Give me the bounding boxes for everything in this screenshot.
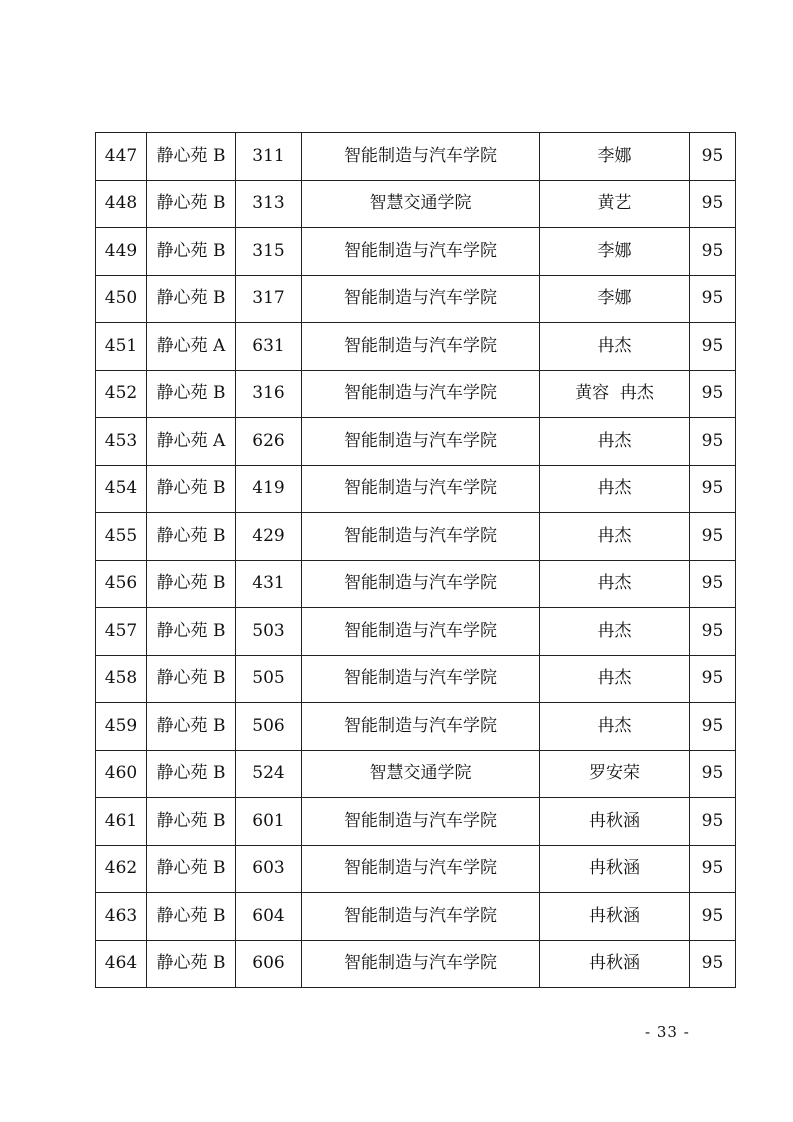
score-cell: 95 (690, 560, 736, 608)
score-cell: 95 (690, 133, 736, 181)
college-cell: 智慧交通学院 (302, 750, 540, 798)
score-cell: 95 (690, 370, 736, 418)
table-row (96, 893, 736, 941)
college-cell: 智能制造与汽车学院 (302, 845, 540, 893)
row-number-cell: 447 (96, 133, 147, 181)
row-number-cell: 455 (96, 513, 147, 561)
college-cell: 智能制造与汽车学院 (302, 465, 540, 513)
row-number-cell: 448 (96, 180, 147, 228)
table-row (96, 513, 736, 561)
score-cell: 95 (690, 798, 736, 846)
table-row (96, 370, 736, 418)
building-cell: 静心苑 B (147, 228, 236, 276)
room-cell: 505 (236, 655, 302, 703)
table-body (96, 133, 736, 988)
building-cell: 静心苑 B (147, 750, 236, 798)
tutor-cell: 冉杰 (540, 560, 690, 608)
score-cell: 95 (690, 323, 736, 371)
building-cell: 静心苑 B (147, 133, 236, 181)
page-number: - 33 - (645, 1023, 690, 1041)
score-cell: 95 (690, 893, 736, 941)
building-cell: 静心苑 B (147, 655, 236, 703)
row-number-cell: 460 (96, 750, 147, 798)
row-number-cell: 449 (96, 228, 147, 276)
college-cell: 智能制造与汽车学院 (302, 703, 540, 751)
college-cell: 智能制造与汽车学院 (302, 893, 540, 941)
tutor-cell: 黄艺 (540, 180, 690, 228)
building-cell: 静心苑 A (147, 418, 236, 466)
tutor-cell: 冉秋涵 (540, 845, 690, 893)
score-cell: 95 (690, 465, 736, 513)
row-number-cell: 457 (96, 608, 147, 656)
tutor-cell: 李娜 (540, 133, 690, 181)
table-row (96, 655, 736, 703)
row-number-cell: 463 (96, 893, 147, 941)
score-cell: 95 (690, 608, 736, 656)
building-cell: 静心苑 B (147, 893, 236, 941)
table-row (96, 228, 736, 276)
table-row (96, 180, 736, 228)
room-cell: 311 (236, 133, 302, 181)
building-cell: 静心苑 B (147, 465, 236, 513)
building-cell: 静心苑 B (147, 798, 236, 846)
tutor-cell: 冉杰 (540, 608, 690, 656)
college-cell: 智能制造与汽车学院 (302, 370, 540, 418)
score-cell: 95 (690, 275, 736, 323)
building-cell: 静心苑 B (147, 275, 236, 323)
tutor-cell: 冉秋涵 (540, 798, 690, 846)
row-number-cell: 458 (96, 655, 147, 703)
building-cell: 静心苑 B (147, 845, 236, 893)
score-cell: 95 (690, 750, 736, 798)
building-cell: 静心苑 B (147, 513, 236, 561)
college-cell: 智能制造与汽车学院 (302, 608, 540, 656)
room-cell: 429 (236, 513, 302, 561)
room-cell: 316 (236, 370, 302, 418)
score-cell: 95 (690, 845, 736, 893)
table-row (96, 750, 736, 798)
row-number-cell: 450 (96, 275, 147, 323)
building-cell: 静心苑 B (147, 180, 236, 228)
college-cell: 智能制造与汽车学院 (302, 228, 540, 276)
room-cell: 419 (236, 465, 302, 513)
tutor-cell: 罗安荣 (540, 750, 690, 798)
row-number-cell: 459 (96, 703, 147, 751)
room-cell: 503 (236, 608, 302, 656)
room-cell: 606 (236, 940, 302, 988)
table-row (96, 703, 736, 751)
room-cell: 631 (236, 323, 302, 371)
college-cell: 智能制造与汽车学院 (302, 798, 540, 846)
score-cell: 95 (690, 655, 736, 703)
row-number-cell: 456 (96, 560, 147, 608)
college-cell: 智能制造与汽车学院 (302, 323, 540, 371)
row-number-cell: 453 (96, 418, 147, 466)
building-cell: 静心苑 B (147, 608, 236, 656)
score-cell: 95 (690, 703, 736, 751)
room-cell: 601 (236, 798, 302, 846)
room-cell: 603 (236, 845, 302, 893)
row-number-cell: 451 (96, 323, 147, 371)
building-cell: 静心苑 B (147, 370, 236, 418)
table-row (96, 798, 736, 846)
tutor-cell: 冉杰 (540, 655, 690, 703)
tutor-cell: 冉杰 (540, 513, 690, 561)
score-cell: 95 (690, 418, 736, 466)
table-row (96, 133, 736, 181)
row-number-cell: 461 (96, 798, 147, 846)
building-cell: 静心苑 A (147, 323, 236, 371)
room-cell: 313 (236, 180, 302, 228)
college-cell: 智能制造与汽车学院 (302, 655, 540, 703)
score-cell: 95 (690, 180, 736, 228)
dormitory-score-table (95, 132, 736, 988)
tutor-cell: 冉杰 (540, 323, 690, 371)
score-cell: 95 (690, 940, 736, 988)
room-cell: 431 (236, 560, 302, 608)
college-cell: 智能制造与汽车学院 (302, 560, 540, 608)
tutor-cell: 冉杰 (540, 465, 690, 513)
table-row (96, 845, 736, 893)
row-number-cell: 462 (96, 845, 147, 893)
table-row (96, 275, 736, 323)
college-cell: 智慧交通学院 (302, 180, 540, 228)
building-cell: 静心苑 B (147, 560, 236, 608)
room-cell: 315 (236, 228, 302, 276)
table-row (96, 560, 736, 608)
table-row (96, 465, 736, 513)
score-cell: 95 (690, 513, 736, 561)
tutor-cell: 冉杰 (540, 418, 690, 466)
table-row (96, 940, 736, 988)
row-number-cell: 452 (96, 370, 147, 418)
table-row (96, 608, 736, 656)
tutor-cell: 黄容 冉杰 (540, 370, 690, 418)
college-cell: 智能制造与汽车学院 (302, 513, 540, 561)
tutor-cell: 冉秋涵 (540, 940, 690, 988)
table-row (96, 418, 736, 466)
row-number-cell: 454 (96, 465, 147, 513)
room-cell: 506 (236, 703, 302, 751)
college-cell: 智能制造与汽车学院 (302, 940, 540, 988)
tutor-cell: 冉秋涵 (540, 893, 690, 941)
row-number-cell: 464 (96, 940, 147, 988)
table-row (96, 323, 736, 371)
building-cell: 静心苑 B (147, 703, 236, 751)
tutor-cell: 冉杰 (540, 703, 690, 751)
score-cell: 95 (690, 228, 736, 276)
tutor-cell: 李娜 (540, 228, 690, 276)
college-cell: 智能制造与汽车学院 (302, 418, 540, 466)
tutor-cell: 李娜 (540, 275, 690, 323)
college-cell: 智能制造与汽车学院 (302, 133, 540, 181)
room-cell: 317 (236, 275, 302, 323)
building-cell: 静心苑 B (147, 940, 236, 988)
room-cell: 626 (236, 418, 302, 466)
room-cell: 604 (236, 893, 302, 941)
college-cell: 智能制造与汽车学院 (302, 275, 540, 323)
room-cell: 524 (236, 750, 302, 798)
